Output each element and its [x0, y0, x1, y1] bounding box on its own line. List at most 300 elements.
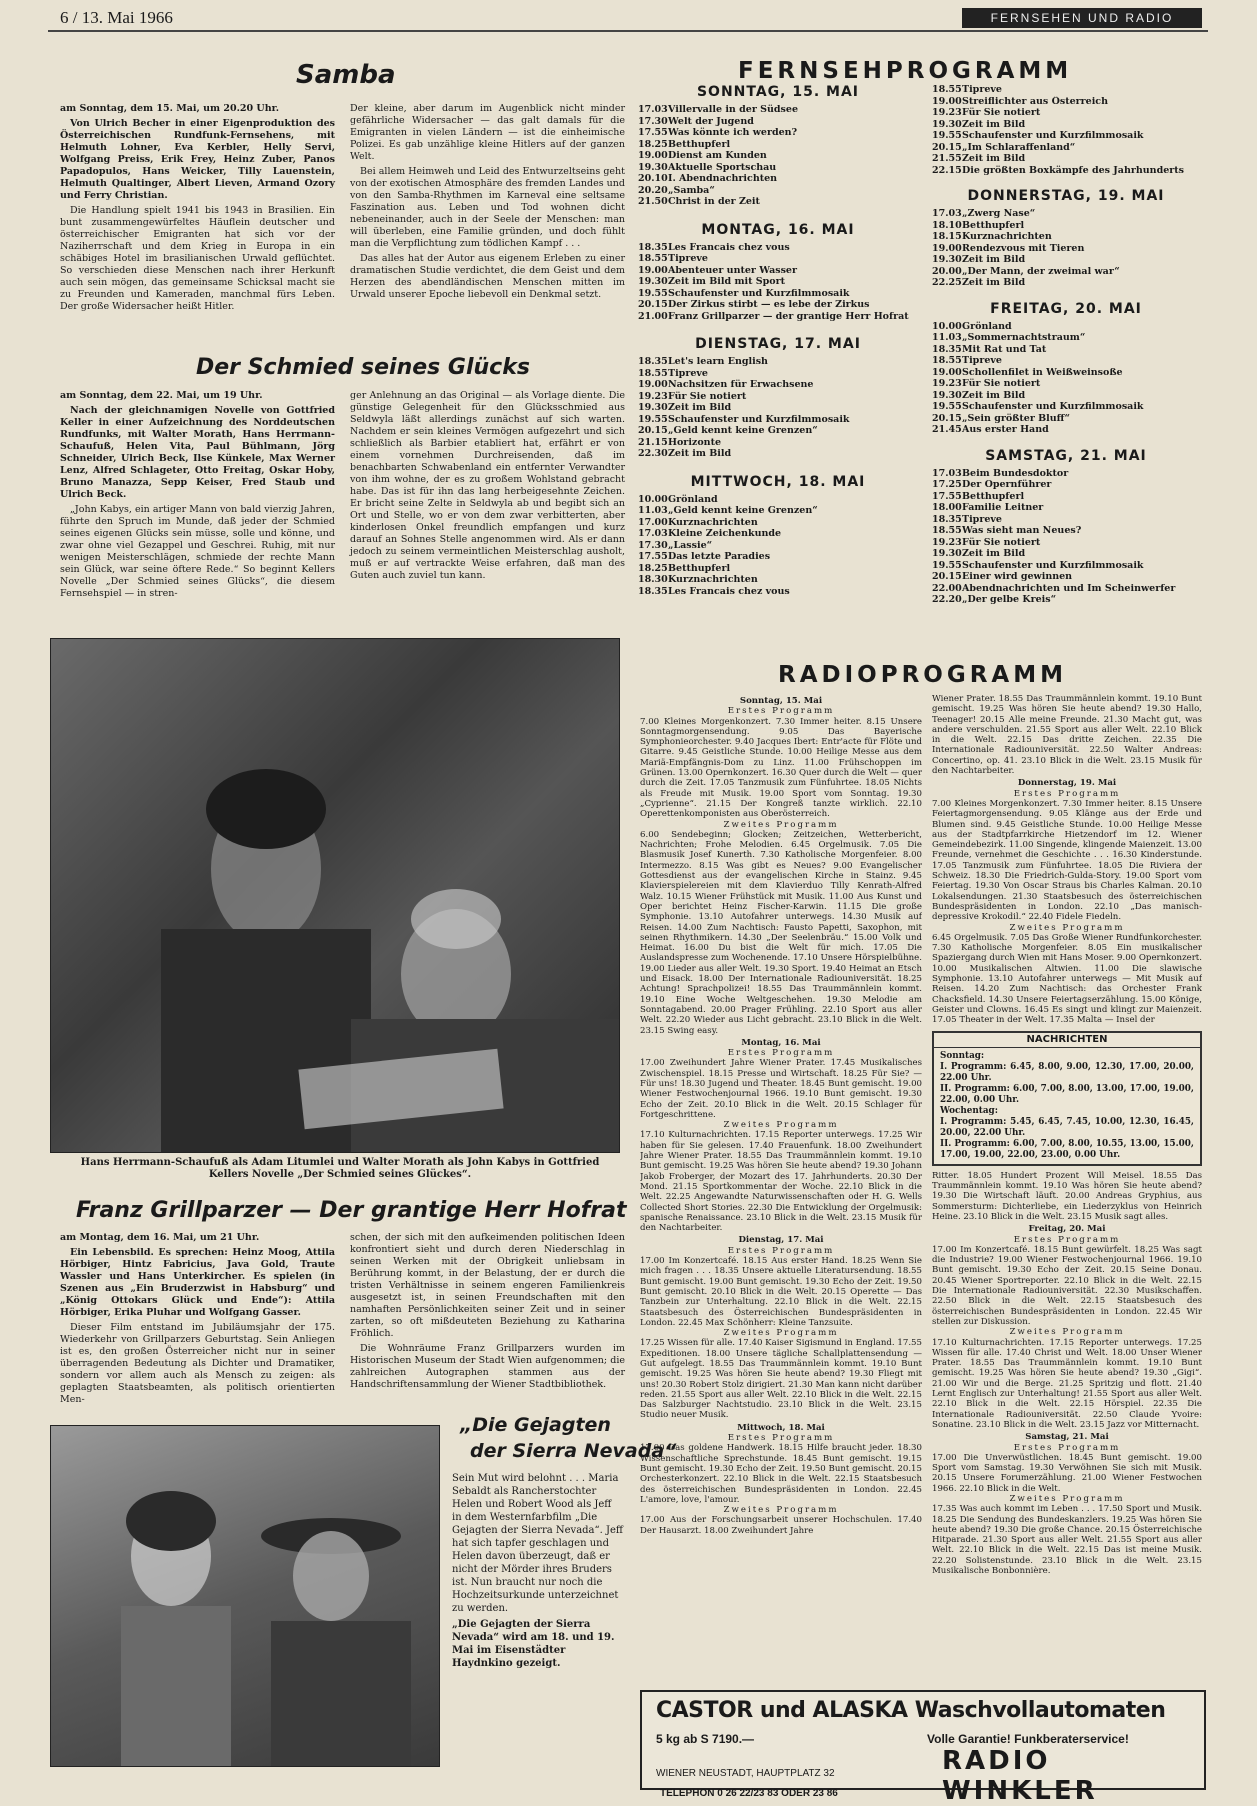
- tv-show-title: Zeit im Bild: [962, 254, 1026, 265]
- tv-show-title: Zeit im Bild mit Sport: [668, 276, 786, 287]
- tv-schedule-row: [932, 594, 1200, 606]
- tv-time: 19.00: [932, 242, 962, 254]
- radio-program-heading: Zweites Programm: [1009, 922, 1125, 933]
- tv-schedule-row: [638, 574, 918, 586]
- tv-time: 22.25: [932, 277, 962, 288]
- tv-show-title: „Geld kennt keine Grenzen“: [668, 425, 818, 436]
- tv-schedule-row: [638, 139, 918, 151]
- radio-day-heading: Donnerstag, 19. Mai: [1017, 778, 1117, 789]
- tv-show-title: Betthupferl: [668, 562, 731, 574]
- tv-show-title: Zeit im Bild: [962, 389, 1026, 401]
- tv-time: 17.03: [932, 467, 962, 479]
- radio-day-heading: Mittwoch, 18. Mai: [737, 1422, 825, 1433]
- radio-schedule-text: 6.45 Orgelmusik. 7.05 Das Große Wiener Rundfunkorchester. 7.30 Katholische Morgenfeier. 8.05 Ein musikalischer Spaziergang durch Wien mit Hans Moser. 9.00 Opernkonzert. 10.00 Musikalischen Altwien. 11.00 Die slawische Symphonie. 13.10 Autofahrer unterwegs — Mit Musik auf Reisen. 14.20 Zum Nachtisch: das Orchester Frank Chacksfield. 14.30 Unsere Feiertagserzählung. 15.00 Könige, Geister und Clowns. 16.45 Es singt und klingt zur Maienzeit. 17.05 Theater in der Welt. 17.35 Malta — Insel der: [932, 932, 1202, 1026]
- tv-show-title: Das letzte Paradies: [668, 551, 771, 562]
- tv-time: 19.00: [932, 95, 962, 107]
- tv-time: 18.15: [932, 231, 962, 242]
- tv-time: 10.00: [932, 320, 962, 332]
- tv-show-title: Christ in der Zeit: [668, 196, 760, 207]
- tv-schedule-row: [932, 479, 1200, 491]
- tv-time: 22.15: [932, 164, 962, 176]
- tv-time: 19.23: [932, 378, 962, 389]
- tv-show-title: Betthupferl: [668, 138, 731, 150]
- grillparzer-title: Franz Grillparzer — Der grantige Herr Hofrat: [76, 1198, 627, 1223]
- radio-schedule-text: 17.10 Kulturnachrichten. 17.15 Reporter unterwegs. 17.25 Wissen für alle. 17.40 Christ und Welt. 18.00 Unser Wiener Prater. 18.55 Das Traummännlein kommt. 19.10 Bunt gemischt. 19.25 Was hören Sie heute abend? 19.30 „Gigi“. 21.00 Wir und die Berge. 21.25 Spritzig und flott. 21.40 Lernt Englisch zur Unterhaltung! 21.55 Sport aus aller Welt. 22.10 Blick in die Welt. 22.15 Hörspiel. 22.35 Die Internationale Radiouniversität. 22.50 Claude Yvoire: Sonatine. 23.10 Blick in die Welt. 23.15 Jazz vor Mitternacht.: [932, 1337, 1202, 1430]
- tv-show-title: Zeit im Bild: [962, 548, 1026, 559]
- tv-schedule-row: [638, 242, 918, 254]
- tv-time: 19.00: [638, 379, 668, 390]
- radio-schedule-text: 17.00 Die Unverwüstlichen. 18.45 Bunt gemischt. 19.00 Sport vom Samstag. 19.30 Verwöhnen Sie sich mit Musik. 20.15 Unsere Forumerzählung. 21.00 Wiener Festwochen 1966. 22.10 Blick in die Welt.: [932, 1452, 1202, 1494]
- radio-schedule-text: 17.25 Wissen für alle. 17.40 Kaiser Sigismund in England. 17.55 Expeditionen. 18.00 Unsere tägliche Schallplattensendung — Gut aufgelegt. 18.55 Das Traummännlein kommt. 19.10 Bunt gemischt. 19.25 Was hören Sie heute abend? 19.30 Fliegt mit uns! 20.30 Robert Stolz dirigiert. 21.30 Man kann nicht darüber reden. 21.55 Sport aus aller Welt. 22.10 Blick in die Welt. 22.15 Das Salzburger Nachtstudio. 23.10 Blick in die Welt. 23.15 Studio neuer Musik.: [640, 1338, 922, 1421]
- tv-show-title: Rendezvous mit Tieren: [962, 242, 1085, 254]
- tv-show-title: Betthupferl: [962, 219, 1025, 231]
- schmied-lead: am Sonntag, dem 22. Mai, um 19 Uhr.: [60, 390, 263, 401]
- grillparzer-paragraph: Dieser Film entstand im Jubiläumsjahr der 175. Wiederkehr von Grillparzers Geburtstag. Sein Anliegen ist es, den großen Österreicher nicht nur in seiner überragenden Bedeutung als Dichter und Dramatiker, sondern vor allem auch als Mensch zu zeigen: als geplagten Staatsbeamten, als politisch orientierten Men-: [60, 1322, 335, 1405]
- tv-schedule-row: [932, 560, 1200, 572]
- tv-show-title: Tipreve: [962, 84, 1002, 95]
- tv-schedule-list: [932, 84, 1200, 176]
- radio-schedule-text: 17.00 Das goldene Handwerk. 18.15 Hilfe braucht jeder. 18.30 Wissenschaftliche Sprechstunde. 18.45 Bunt gemischt. 19.15 Bunt gemischt. 19.30 Echo der Zeit. 19.50 Bunt gemischt. 20.15 Orchesterkonzert. 22.10 Blick in die Welt. 22.15 Staatsbesuch des österreichischen Bundespräsidenten in London. 22.45 L'amore, love, l'amour.: [640, 1443, 922, 1505]
- radio-schedule-text: 17.00 Zweihundert Jahre Wiener Prater. 17.45 Musikalisches Zwischenspiel. 18.15 Presse und Wirtschaft. 18.25 Für Sie? — Für uns! 18.30 Jugend und Theater. 18.45 Bunt gemischt. 19.00 Wiener Festwochenjournal 1966. 19.10 Bunt gemischt. 19.30 Echo der Zeit. 20.10 Blick in die Welt. 20.15 Schlager für Fortgeschrittene.: [640, 1058, 922, 1120]
- schmied-paragraph: „John Kabys, ein artiger Mann von bald vierzig Jahren, führte den Spruch im Munde, daß jeder der Schmied seines eigenen Glücks sein müsse, solle und könne, und zwar ohne viel Gezappel und Geschrei. Ruhig, mit nur wenigen Meisterschlägen, schmiede der rechte Mann sein Glück, war seine öftere Rede.“ So beginnt Kellers Novelle „Der Schmied seines Glücks“, die diesem Fernsehspiel — in stren-: [60, 504, 335, 599]
- tv-time: 17.55: [932, 490, 962, 502]
- tv-schedule-row: [932, 424, 1200, 436]
- tv-time: 19.00: [638, 264, 668, 276]
- samba-paragraph: Der kleine, aber darum im Augenblick nicht minder gefährliche Widersacher — das galt damals für die Emigranten in vielen Ländern — ist die einheimische Polizei. Es gab unzählige kleine Hitlers auf der ganzen Welt.: [350, 103, 625, 162]
- tv-schedule-row: [932, 96, 1200, 108]
- tv-show-title: Zeit im Bild: [962, 118, 1026, 130]
- section-label: FERNSEHEN UND RADIO: [962, 8, 1202, 28]
- tv-schedule-row: [932, 277, 1200, 289]
- gejagten-photo: [50, 1425, 440, 1767]
- tv-show-title: Tipreve: [668, 253, 708, 264]
- tv-schedule-row: [932, 142, 1200, 154]
- tv-schedule-row: [932, 266, 1200, 278]
- gejagten-title-line-1: „Die Gejagten: [460, 1414, 611, 1436]
- tv-schedule-row: [932, 231, 1200, 243]
- radio-program-heading: Erstes Programm: [727, 1433, 835, 1444]
- radio-column-2: [932, 694, 1202, 1684]
- radio-day-heading: Dienstag, 17. Mai: [738, 1235, 824, 1246]
- tv-show-title: Tipreve: [668, 367, 708, 379]
- radio-schedule-text: 17.10 Kulturnachrichten. 17.15 Reporter unterwegs. 17.25 Wir haben für Sie gelesen. 17.40 Frauenfunk. 18.00 Zweihundert Jahre Wiener Prater. 18.55 Das Traummännlein kommt. 19.10 Bunt gemischt. 19.25 Was hören Sie heute abend? 19.30 Johann Jakob Froberger, der Mozart des 17. Jahrhunderts. 20.30 Der Mond. 21.15 Sportkommentar der Woche. 22.10 Blick in die Welt. 22.25 Angewandte Naturwissenschaften oder H. G. Wells Collected Short Stories. 22.30 Die Entwicklung der Orgelmusik: spanische Renaissance. 23.10 Blick in die Welt. 23.15 Musik für den Nachtarbeiter.: [640, 1130, 922, 1234]
- tv-time: 18.25: [638, 562, 668, 574]
- tv-show-title: Beim Bundesdoktor: [962, 467, 1069, 479]
- tv-schedule-row: [932, 165, 1200, 177]
- samba-paragraph: Bei allem Heimweh und Leid des Entwurzeltseins geht von der exotischen Atmosphäre des fremden Landes und von den Samba-Rhythmen im Karneval eine seltsame Faszination aus. Leben und Tod wohnen dicht nebeneinander, auch in der Seele der Menschen: man will überleben, eine Familie gründen, und doch fühlt man die Verpflichtung zum tödlichen Kampf . . .: [350, 166, 625, 249]
- tv-schedule-row: [638, 299, 918, 311]
- tv-time: 19.30: [932, 118, 962, 130]
- tv-schedule-list: [638, 242, 918, 323]
- tv-schedule-row: [932, 119, 1200, 131]
- tv-schedule-row: [932, 390, 1200, 402]
- radio-program-heading: Zweites Programm: [723, 1328, 839, 1339]
- ad-brand: CASTOR und ALASKA Waschvollautomaten: [656, 1698, 1166, 1723]
- radio-column-1: [640, 694, 922, 1684]
- tv-show-title: Grönland: [962, 320, 1012, 332]
- tv-time: 18.10: [932, 219, 962, 231]
- ad-price: 5 kg ab S 7190.—: [656, 1732, 755, 1746]
- tv-schedule-row: [932, 413, 1200, 425]
- tv-time: 18.35: [638, 585, 668, 597]
- tv-time: 18.35: [638, 241, 668, 253]
- tv-schedule-row: [638, 196, 918, 208]
- tv-schedule-row: [638, 265, 918, 277]
- samba-cast: Von Ulrich Becher in einer Eigenproduktion des Österreichischen Rundfunk-Fernsehens, mit Helmuth Lohner, Eva Kerbler, Helly Servi, Wolfgang Preiss, Erik Frey, Heinz Zuber, Panos Papadopulos, Hans Weicker, Tilly Lauenstein, Helmuth Qualtinger, Albert Lieven, Armand Ozory und Ferry Christian.: [60, 118, 335, 201]
- tv-show-title: Schaufenster und Kurzfilmmosaik: [962, 559, 1144, 571]
- tv-day-heading: MITTWOCH, 18. MAI: [690, 473, 866, 490]
- radio-schedule-text: Ritter. 18.05 Hundert Prozent Will Meisel. 18.55 Das Traummännlein kommt. 19.10 Was hören Sie heute abend? 19.30 Die Wirtschaft läuft. 20.00 Andreas Gryphius, aus Sommersturm: Dichterliebe, ein Liederzyklus von Heinrich Heine. 23.10 Blick in die Welt. 23.15 Musik sagt alles.: [932, 1170, 1202, 1222]
- tv-show-title: Kurznachrichten: [668, 516, 758, 528]
- tv-schedule-row: [932, 332, 1200, 344]
- radio-schedule-text: 7.00 Kleines Morgenkonzert. 7.30 Immer heiter. 8.15 Unsere Feiertagmorgensendung. 9.05 Klänge aus der Erde und Blumen sind. 9.45 Geistliche Stunde. 10.00 Heilige Messe aus der Stadtpfarrkirche Hietzendorf im 12. Wiener Gemeindebezirk. 11.00 Singende, klingende Maienzeit. 13.00 Freunde, vernehmet die Geschichte . . . 16.30 Kinderstunde. 17.05 Tanzmusik zum Fünfuhrtee. 18.05 Die Riviera der Schweiz. 18.30 Die Friedrich-Gulda-Story. 19.00 Sport vom Feiertag. 19.30 Von Oscar Straus bis Charles Kalman. 20.10 Lokalsendungen. 21.30 Staatsbesuch des österreichischen Bundespräsidenten in London. 22.10 „Das manisch-depressive Krokodil.“ 22.40 Fidele Fiedeln.: [932, 798, 1202, 923]
- tv-show-title: „Lassie“: [668, 539, 713, 551]
- tv-show-title: Zeit im Bild: [668, 448, 732, 459]
- tv-show-title: „Sein größter Bluff“: [962, 412, 1070, 424]
- schmied-cast: Nach der gleichnamigen Novelle von Gottfried Keller in einer Aufzeichnung des Norddeutschen Rundfunks, mit Walter Morath, Hans Herrmann-Schaufuß, Helen Vita, Paul Bühlmann, Jörg Schneider, Ulrich Beck, Ilse Künkele, Max Werner Lenz, Alfred Schlageter, Otto Freitag, Oskar Hoby, Bruno Manazza, Sepp Keiser, Fred Staub und Ulrich Beck.: [60, 405, 335, 500]
- tv-show-title: Mit Rat und Tat: [962, 343, 1047, 355]
- tv-schedule-row: [932, 130, 1200, 142]
- tv-time: 17.03: [638, 528, 668, 539]
- tv-time: 18.35: [932, 513, 962, 525]
- tv-schedule-row: [638, 517, 918, 529]
- tv-schedule-row: [638, 116, 918, 128]
- tv-time: 20.20: [638, 184, 668, 196]
- tv-time: 19.00: [638, 150, 668, 161]
- schmied-photo: [50, 638, 620, 1153]
- news-times-sunday-label: Sonntag:: [940, 1050, 985, 1061]
- schmied-col-1: [60, 390, 335, 603]
- tv-schedule-row: [638, 586, 918, 598]
- tv-schedule-list: [638, 104, 918, 208]
- tv-show-title: Grönland: [668, 493, 718, 505]
- tv-time: 10.00: [638, 493, 668, 505]
- tv-show-title: Kurznachrichten: [962, 231, 1052, 242]
- tv-schedule-row: [638, 185, 918, 197]
- tv-schedule-row: [932, 84, 1200, 96]
- gejagten-photo-figures: [51, 1426, 439, 1766]
- tv-time: 19.30: [932, 548, 962, 559]
- tv-time: 22.30: [638, 448, 668, 459]
- radio-program-heading: Zweites Programm: [1009, 1494, 1125, 1504]
- tv-time: 18.55: [932, 355, 962, 366]
- tv-schedule-row: [638, 150, 918, 162]
- tv-schedule-row: [932, 208, 1200, 220]
- tv-schedule-row: [638, 379, 918, 391]
- tv-schedule-row: [638, 311, 918, 323]
- radio-schedule-text: 17.35 Was auch kommt im Leben . . . 17.50 Sport und Musik. 18.25 Die Sendung des Bundeskanzlers. 19.25 Was hören Sie heute abend? 19.30 Die große Chance. 20.15 Österreichische Hitparade. 21.30 Sport aus aller Welt. 21.55 Sport aus aller Welt. 22.10 Blick in die Welt. 22.15 Das ist meine Musik. 22.20 Solistenstunde. 23.10 Blick in die Welt. 23.15 Musikalische Bonbonnière.: [932, 1504, 1202, 1577]
- radio-program-heading: Erstes Programm: [727, 1245, 835, 1256]
- radio-program-heading: Zweites Programm: [723, 1505, 839, 1516]
- tv-time: 19.30: [638, 402, 668, 413]
- tv-time: 18.35: [932, 343, 962, 355]
- tv-show-title: Villervalle in der Südsee: [668, 104, 798, 115]
- radio-schedule-text: 6.00 Sendebeginn; Glocken; Zeitzeichen, Wetterbericht, Nachrichten; Frohe Melodien. 6.45 Orgelmusik. 7.05 Die Blasmusik Josef Kunerth. 7.30 Katholische Morgenfeier. 8.00 Intermezzo. 8.15 Was gibt es Neues? 9.00 Evangelischer Gottesdienst aus der evangelischen Kirche in Stainz. 9.45 Klavierspielereien mit dem Klavierduo Tilly Kenrath-Alfred Walz. 10.15 Wiener Frühstück mit Musik. 11.00 Aus Kunst und Oper berichtet Heinz Fischer-Karwin. 11.15 Die große Symphonie. 13.10 Autofahrer unterwegs. 14.30 Musik auf Reisen. 14.00 Zum Nachtisch: Fausto Papetti, Saxophon, mit seinen Rhythmikern. 14.30 „Der Seelenbräu.“ 15.00 Volk und Heimat. 16.00 Du bist die Welt für mich. 17.05 Die Auslandspresse zum Wochenende. 17.10 Unsere Hörspielbühne. 19.00 Lieder aus aller Welt. 19.30 Sport. 19.40 Heimat an Etsch und Eisack. 18.00 Der Internationale Radiouniversität. 18.25 Achtung! Sprachpolizei! 18.55 Das Traummännlein kommt. 19.10 Eine Woche Weltgeschehen. 19.30 Melodie am Sonntagabend. 20.00 Prager Frühling. 22.10 Sport aus aller Welt. 22.20 Wieder aus Licht gebracht. 23.10 Blick in die Welt. 23.15 Swing easy.: [640, 829, 922, 1036]
- gejagten-title-line-2: der Sierra Nevada“: [470, 1440, 677, 1462]
- tv-left-column: [638, 84, 918, 670]
- ad-dealer: RADIO WINKLER: [942, 1746, 1098, 1806]
- news-times-sunday-1: I. Programm: 6.45, 8.00, 9.00, 12.30, 17.00, 20.00, 22.00 Uhr.: [940, 1061, 1194, 1083]
- tv-schedule-row: [638, 414, 918, 426]
- tv-time: 17.55: [638, 551, 668, 562]
- tv-schedule-row: [638, 540, 918, 552]
- tv-time: 21.55: [932, 153, 962, 164]
- tv-schedule-list: [932, 208, 1200, 289]
- tv-time: 20.10: [638, 173, 668, 184]
- schmied-photo-figures: [51, 639, 619, 1152]
- tv-show-title: „Geld kennt keine Grenzen“: [668, 505, 818, 516]
- tv-show-title: Der Zirkus stirbt — es lebe der Zirkus: [668, 299, 870, 310]
- radio-program-heading: Zweites Programm: [723, 1120, 839, 1131]
- schmied-caption: Hans Herrmann-Schaufuß als Adam Litumlei und Walter Morath als John Kabys in Gottfried Kellers Novelle „Der Schmied seines Glückes“.: [80, 1157, 600, 1180]
- tv-schedule-row: [932, 220, 1200, 232]
- tv-day-heading: DONNERSTAG, 19. MAI: [967, 188, 1165, 204]
- tv-show-title: Schaufenster und Kurzfilmmosaik: [962, 401, 1144, 412]
- tv-schedule-row: [932, 514, 1200, 526]
- radio-day-heading: Sonntag, 15. Mai: [739, 696, 823, 706]
- ad-guarantee: Volle Garantie! Funkberaterservice!: [927, 1732, 1129, 1746]
- tv-schedule-row: [638, 127, 918, 139]
- tv-show-title: Tipreve: [962, 513, 1002, 525]
- schmied-paragraph: ger Anlehnung an das Original — als Vorlage diente. Die günstige Gelegenheit für den Glücksschmied aus Seldwyla läßt allerdings zunächst auf sich warten. Nachdem er sein kleines Vermögen aufgezehrt und sich schließlich als Barbier etabliert hat, erfährt er von einem vornehmen Durchreisenden, daß im benachbarten Schwabenland ein entfernter Verwandter von ihm wohne, der es zu großem Wohlstand gebracht habe. Das ist für ihn das lang herbeigesehnte Zeichen. Er bricht seine Zelte in Seldwyla ab und begibt sich an Ort und Stelle, wo er von dem zwar verbitterten, aber kinderlosen Onkel freundlich empfangen und kurz darauf an Sohnes Stelle angenommen wird. Als er dann jedoch zu seinem vermeintlichen Meisterschlag ausholt, muß er auf vertrackte Weise erfahren, daß man des Guten auch zuviel tun kann.: [350, 390, 625, 581]
- samba-col-2: [350, 103, 625, 304]
- tv-time: 17.55: [638, 127, 668, 138]
- tv-schedule-row: [932, 367, 1200, 379]
- tv-show-title: Schaufenster und Kurzfilmmosaik: [962, 130, 1144, 141]
- tv-show-title: Welt der Jugend: [668, 115, 754, 127]
- tv-schedule-row: [932, 321, 1200, 333]
- tv-show-title: Familie Leitner: [962, 502, 1044, 513]
- tv-time: 17.03: [638, 104, 668, 115]
- news-times-box: [932, 1031, 1202, 1166]
- news-times-body: [934, 1048, 1200, 1164]
- tv-time: 21.00: [638, 310, 668, 322]
- tv-show-title: Zeit im Bild: [962, 153, 1026, 164]
- tv-show-title: Kleine Zeichenkunde: [668, 528, 782, 539]
- tv-day-heading: MONTAG, 16. MAI: [701, 221, 855, 238]
- page-date: 6 / 13. Mai 1966: [60, 8, 173, 27]
- tv-show-title: Einer wird gewinnen: [962, 571, 1073, 582]
- grillparzer-cast: Ein Lebensbild. Es sprechen: Heinz Moog, Attila Hörbiger, Hintz Fabricius, Java Gold, Traute Wassler und Hans Unterkircher. Es spielen (in Szenen aus „Ein Bruderzwist in Habsburg“ und „König Ottokars Glück und Ende“): Attila Hörbiger, Erika Pluhar und Wolfgang Gasser.: [60, 1247, 335, 1318]
- tv-time: 19.55: [638, 413, 668, 425]
- tv-time: 18.35: [638, 356, 668, 367]
- radio-program-heading: Erstes Programm: [1013, 788, 1121, 799]
- tv-schedule-list: [932, 468, 1200, 606]
- tv-time: 20.00: [932, 265, 962, 277]
- tv-schedule-row: [932, 491, 1200, 503]
- tv-show-title: Der Opernführer: [962, 479, 1052, 490]
- tv-time: 19.30: [932, 254, 962, 265]
- grillparzer-paragraph: schen, der sich mit den aufkeimenden politischen Ideen konfrontiert sieht und durch deren Niederschlag in seinen Werken mit der Obrigkeit unliebsam in Berührung kommt, in der Belastung, der er durch die tristen Verhältnisse in seinem engeren Familienkreis ausgesetzt ist, in seinen Freundschaften mit den namhaften Persönlichkeiten seiner Zeit und in seiner zarten, so oft mißdeuteten Beziehung zu Katharina Fröhlich.: [350, 1232, 625, 1339]
- tv-time: 17.30: [638, 115, 668, 127]
- tv-schedule-row: [932, 401, 1200, 413]
- tv-time: 20.15: [932, 571, 962, 582]
- news-times-title: NACHRICHTEN: [934, 1033, 1200, 1048]
- tv-show-title: „Zwerg Nase“: [962, 208, 1036, 219]
- tv-time: 11.03: [638, 505, 668, 516]
- tv-time: 18.25: [638, 138, 668, 150]
- radio-day-heading: Samstag, 21. Mai: [1025, 1432, 1109, 1443]
- tv-schedule-row: [638, 402, 918, 414]
- tv-show-title: Franz Grillparzer — der grantige Herr Hofrat: [668, 310, 909, 322]
- tv-show-title: Zeit im Bild: [962, 277, 1026, 288]
- header-rule: [48, 30, 1208, 32]
- tv-time: 18.55: [638, 253, 668, 264]
- tv-show-title: Let's learn English: [668, 356, 768, 367]
- radio-schedule-text: 7.00 Kleines Morgenkonzert. 7.30 Immer heiter. 8.15 Unsere Sonntagmorgensendung. 9.05 Das Bayerische Symphonieorchester. 9.40 Jacques Ibert: Entr'acte für Flöte und Gitarre. 9.45 Geistliche Stunde. 10.00 Heilige Messe aus dem Mariä-Empfängnis-Dom zu Linz. 11.00 Frühschoppen im Grünen. 13.00 Opernkonzert. 16.30 Quer durch die Welt — quer durch die Zeit. 17.05 Tanzmusik zum Fünfuhrtee. 18.05 Nichts als Freude mit Musik. 19.00 Sport vom Sonntag. 19.30 „Cyprienne“. 21.15 Der Kongreß tanzte wirklich. 22.10 Operettenkomponisten aus Oberösterreich.: [640, 716, 922, 820]
- tv-show-title: „Der gelbe Kreis“: [962, 594, 1057, 605]
- tv-show-title: „Im Schlaraffenland“: [962, 141, 1076, 153]
- tv-show-title: Abenteuer unter Wasser: [668, 264, 797, 276]
- tv-show-title: Für Sie notiert: [962, 378, 1041, 389]
- tv-program-title: FERNSEHPROGRAMM: [738, 58, 1073, 84]
- tv-show-title: Schaufenster und Kurzfilmmosaik: [668, 287, 850, 299]
- tv-schedule-row: [638, 276, 918, 288]
- tv-schedule-row: [932, 378, 1200, 390]
- tv-schedule-row: [638, 253, 918, 265]
- tv-schedule-row: [638, 288, 918, 300]
- radio-program-heading: Erstes Programm: [727, 1048, 835, 1059]
- tv-show-title: Aus erster Hand: [962, 424, 1049, 435]
- tv-schedule-row: [638, 494, 918, 506]
- tv-schedule-list: [638, 356, 918, 460]
- tv-time: 22.20: [932, 594, 962, 605]
- tv-schedule-row: [932, 571, 1200, 583]
- tv-schedule-row: [638, 368, 918, 380]
- samba-col-1: [60, 103, 335, 316]
- tv-show-title: Schollenfilet in Weißweinsoße: [962, 366, 1123, 378]
- tv-time: 21.50: [638, 196, 668, 207]
- tv-time: 21.45: [932, 424, 962, 435]
- tv-schedule-row: [932, 583, 1200, 595]
- news-times-sunday-2: II. Programm: 6.00, 7.00, 8.00, 13.00, 17.00, 19.00, 22.00, 0.00 Uhr.: [940, 1083, 1194, 1105]
- ad-phone: TELEPHON 0 26 22/23 83 ODER 23 86: [660, 1788, 838, 1799]
- tv-time: 20.15: [932, 141, 962, 153]
- tv-show-title: „Samba“: [668, 184, 715, 196]
- radio-program-title: RADIOPROGRAMM: [778, 662, 1067, 688]
- tv-schedule-row: [638, 162, 918, 174]
- news-times-weekday-1: I. Programm: 5.45, 6.45, 7.45, 10.00, 12.30, 16.45, 20.00, 22.00 Uhr.: [940, 1116, 1194, 1138]
- tv-time: 11.03: [932, 332, 962, 343]
- news-times-weekday-label: Wochentag:: [940, 1105, 998, 1116]
- tv-schedule-row: [932, 468, 1200, 480]
- tv-time: 18.30: [638, 574, 668, 585]
- samba-paragraph: Das alles hat der Autor aus eigenem Erleben zu einer dramatischen Studie verdichtet, die dem Geist und dem Herzen des abendländischen Menschen mitten im Urwald unserer Epoche liebevoll ein Denkmal setzt.: [350, 253, 625, 300]
- tv-time: 18.55: [638, 367, 668, 379]
- tv-schedule-row: [932, 254, 1200, 266]
- tv-time: 19.23: [638, 390, 668, 402]
- radio-schedule-text: Wiener Prater. 18.55 Das Traummännlein kommt. 19.10 Bunt gemischt. 19.25 Was hören Sie heute abend? 19.30 Hallo, Teenager! 20.15 Alle meine Freunde. 21.30 Macht gut, was andere verschulden. 21.55 Sport aus aller Welt. 22.10 Blick in die Welt. 22.15 Das dritte Zeichen. 22.35 Die Internationale Radiouniversität. 22.50 Walter Andreas: Concertino, op. 41. 23.10 Blick in die Welt. 23.15 Musik für den Nachtarbeiter.: [932, 694, 1202, 777]
- tv-show-title: Kurznachrichten: [668, 574, 758, 585]
- grillparzer-lead: am Montag, dem 16. Mai, um 21 Uhr.: [60, 1232, 260, 1243]
- news-times-weekday-2: II. Programm: 6.00, 7.00, 8.00, 10.55, 13.00, 15.00, 17.00, 19.00, 22.00, 23.00, 0.00 Uhr.: [940, 1138, 1194, 1160]
- tv-time: 21.15: [638, 436, 668, 448]
- tv-time: 19.23: [932, 536, 962, 548]
- tv-show-title: Nachsitzen für Erwachsene: [668, 379, 814, 390]
- tv-show-title: Les Francais chez vous: [668, 585, 790, 597]
- tv-schedule-row: [932, 537, 1200, 549]
- tv-time: 20.15: [638, 425, 668, 436]
- radio-program-heading: Erstes Programm: [1013, 1234, 1121, 1245]
- tv-time: 19.55: [638, 287, 668, 299]
- tv-schedule-row: [932, 344, 1200, 356]
- grillparzer-paragraph: Die Wohnräume Franz Grillparzers wurden im Historischen Museum der Stadt Wien aufgenommen; die zahlreichen Autographen stammen aus der Handschriftensammlung der Wiener Stadtbibliothek.: [350, 1343, 625, 1390]
- tv-schedule-row: [638, 505, 918, 517]
- schmied-col-2: [350, 390, 625, 585]
- samba-lead: am Sonntag, dem 15. Mai, um 20.20 Uhr.: [60, 103, 280, 114]
- tv-schedule-list: [932, 321, 1200, 436]
- tv-schedule-row: [932, 243, 1200, 255]
- tv-show-title: Was sieht man Neues?: [962, 525, 1082, 536]
- grillparzer-col-2: [350, 1232, 625, 1394]
- tv-show-title: Die größten Boxkämpfe des Jahrhunderts: [962, 164, 1185, 176]
- tv-day-heading: DIENSTAG, 17. MAI: [695, 336, 861, 352]
- tv-time: 19.30: [638, 276, 668, 287]
- radio-day-heading: Montag, 16. Mai: [741, 1037, 821, 1048]
- tv-show-title: Horizonte: [668, 436, 721, 448]
- samba-paragraph: Die Handlung spielt 1941 bis 1943 in Brasilien. Ein bunt zusammengewürfeltes Häuflein deutscher und österreichischer Emigranten hat sich vor der Naziherrschaft und dem Krieg in Europa in ein schäbiges Hotel im brasilianischen Urwald geflüchtet. So verschieden diese Menschen nach ihrer Herkunft auch sein mögen, das gemeinsame Schicksal macht sie zu Freunden und Kameraden, manchmal fürs Leben. Der große Widersacher heißt Hitler.: [60, 205, 335, 312]
- tv-show-title: Für Sie notiert: [668, 390, 747, 402]
- samba-title: Samba: [296, 60, 396, 90]
- tv-show-title: Streiflichter aus Österreich: [962, 95, 1108, 107]
- schmied-title: Der Schmied seines Glücks: [196, 355, 530, 380]
- tv-time: 19.55: [932, 130, 962, 141]
- tv-time: 18.55: [932, 525, 962, 536]
- tv-show-title: Tipreve: [962, 355, 1002, 366]
- tv-schedule-row: [638, 391, 918, 403]
- tv-day-heading: SONNTAG, 15. MAI: [696, 84, 860, 100]
- tv-time: 20.15: [932, 412, 962, 424]
- tv-schedule-row: [932, 548, 1200, 560]
- tv-time: 19.55: [932, 401, 962, 412]
- tv-schedule-row: [932, 502, 1200, 514]
- tv-schedule-row: [638, 104, 918, 116]
- tv-schedule-row: [638, 437, 918, 449]
- tv-schedule-row: [638, 448, 918, 460]
- tv-schedule-row: [638, 528, 918, 540]
- tv-time: 22.00: [932, 582, 962, 594]
- tv-day-heading: SAMSTAG, 21. MAI: [985, 447, 1147, 464]
- tv-time: 19.00: [932, 366, 962, 378]
- tv-time: 19.30: [932, 389, 962, 401]
- tv-show-title: Betthupferl: [962, 490, 1025, 502]
- radio-schedule-text: 17.00 Im Konzertcafé. 18.15 Bunt gewürfelt. 18.25 Was sagt die Industrie? 19.00 Wiener Festwochenjournal 1966. 19.10 Bunt gemischt. 19.30 Echo der Zeit. 20.15 Seine Donau. 20.45 Wiener Sportreporter. 22.10 Blick in die Welt. 22.15 Die Internationale Radiouniversität. 22.30 Musikschaffen. 22.50 Blick in die Welt. 22.15 Staatsbesuch des österreichischen Bundespräsidenten in London. 22.45 Wir stellen zur Diskussion.: [932, 1244, 1202, 1327]
- gejagten-text: [452, 1472, 624, 1673]
- tv-time: 18.55: [932, 84, 962, 95]
- tv-day-heading: FREITAG, 20. MAI: [990, 300, 1142, 317]
- radio-day-heading: Freitag, 20. Mai: [1028, 1224, 1106, 1235]
- tv-schedule-row: [638, 551, 918, 563]
- gejagten-screening: „Die Gejagten der Sierra Nevada“ wird am 18. und 19. Mai im Eisenstädter Haydnkino gezeigt.: [452, 1619, 615, 1669]
- tv-schedule-row: [932, 107, 1200, 119]
- tv-show-title: Für Sie notiert: [962, 107, 1041, 118]
- tv-time: 19.55: [932, 559, 962, 571]
- radio-program-heading: Zweites Programm: [723, 819, 839, 830]
- tv-show-title: Für Sie notiert: [962, 536, 1041, 548]
- tv-schedule-row: [932, 355, 1200, 367]
- tv-schedule-row: [932, 525, 1200, 537]
- radio-schedule-text: 17.00 Im Konzertcafé. 18.15 Aus erster Hand. 18.25 Wenn Sie mich fragen . . . 18.35 Unsere aktuelle Literatursendung. 18.55 Bunt gemischt. 19.00 Bunt gemischt. 19.30 Echo der Zeit. 19.50 Bunt gemischt. 20.10 Blick in die Welt. 20.15 Operette — Das Tanzbein zur Unterhaltung. 22.10 Blick in die Welt. 22.15 Staatsbesuch des Österreichischen Bundespräsidenten in London. 22.45 Max Schönherr: Kleine Tanzsuite.: [640, 1256, 922, 1328]
- grillparzer-col-1: [60, 1232, 335, 1409]
- tv-time: 18.00: [932, 502, 962, 513]
- tv-show-title: „Sommernachtstraum“: [962, 332, 1086, 343]
- tv-show-title: Was könnte ich werden?: [668, 127, 798, 138]
- tv-right-column: [932, 84, 1200, 670]
- tv-show-title: Zeit im Bild: [668, 402, 732, 413]
- tv-time: 17.30: [638, 539, 668, 551]
- tv-time: 19.30: [638, 161, 668, 173]
- radio-program-heading: Erstes Programm: [1013, 1442, 1121, 1453]
